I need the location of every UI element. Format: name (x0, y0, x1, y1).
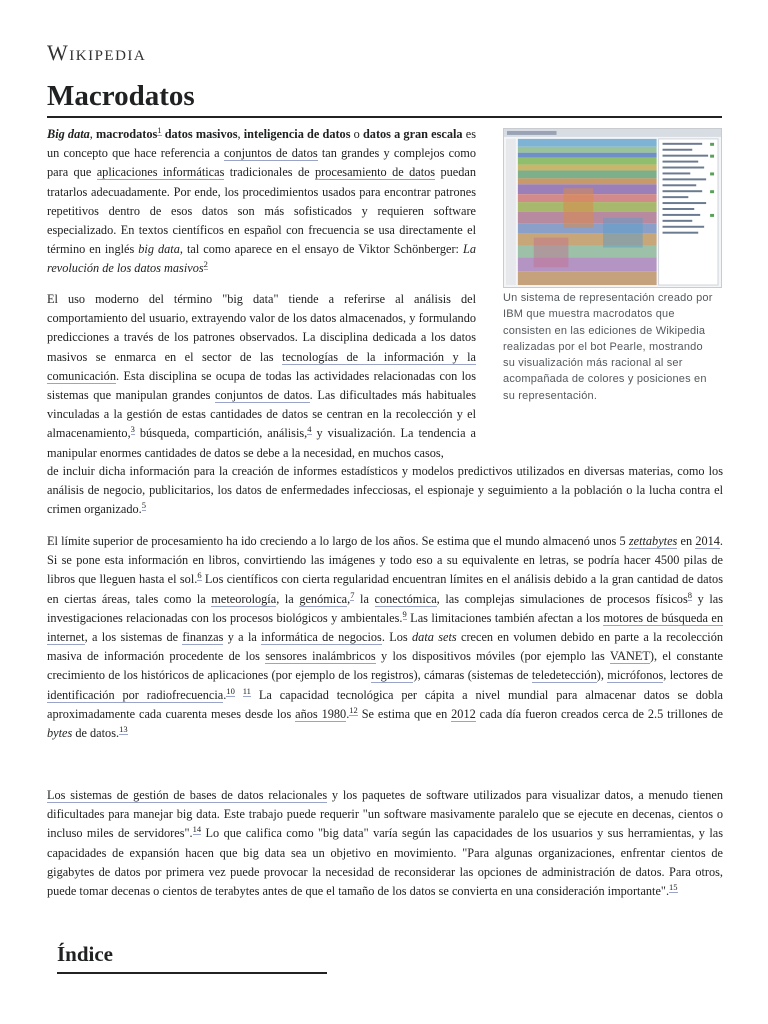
usage-paragraph: El uso moderno del término "big data" tiende a referirse al análisis del comportamiento del usuario, extrayendo valor de los datos almacenados, y formulando predicciones a través de los patrones observados. La disciplina dedicada a los datos masivos se enmarca en el sector de las tecnologías de la información y la comunicación. Esta disciplina se ocupa de todas las actividades relacionadas con los sistemas que manipulan grandes conjuntos de datos. Las dificultades más habituales vinculadas a la gestión de estas cantidades de datos se centran en la recolección y el almacenamiento,$^3$ búsqueda, compartición, análisis,$^4$ y visualización. La tendencia a manipular enormes cantidades de datos se debe a la necesidad, en muchos casos, (47, 292, 477, 460)
link-aplicaciones-informaticas[interactable]: aplicaciones informáticas (96, 165, 225, 180)
limits-paragraph: El límite superior de procesamiento ha ido creciendo a lo largo de los años. Se estima que el mundo almacenó unos 5 zettabytes en 2014. Si se pone esta información en libros, convirtiendo las imágenes y todo eso a su equivalente en letras, se podría hacer 4500 pilas de libros que lleguen hasta el sol.$^6$ Los científicos con cierta regularidad encuentran límites en el análisis debido a la gran cantidad de datos en ciertas áreas, tales como la meteorología, la genómica,$^7$ la conectómica, las complejas simulaciones de procesos físicos$^8$ y las investigaciones relacionadas con los procesos biológicos y ambientales.$^9$ Las limitaciones también afectan a los motores de búsqueda en internet, a los sistemas de finanzas y a la informática de negocios. Los data sets crecen en volumen debido en parte a la recolección masiva de información procedente de los sensores inalámbricos y los dispositivos móviles (por ejemplo las VANET), el constante crecimiento de los históricos de aplicaciones (por ejemplo de los registros), cámaras (sistemas de teledetección), micrófonos, lectores de identificación por radiofrecuencia.$^{10}$ $^{11}$ La capacidad tecnológica per cápita a nivel mundial para almacenar datos se dobla aproximadamente cada cuarenta meses desde los años 1980.12 Se estima que en 2012 cada día fueron creados cerca de 2.5 trillones de bytes de datos.$^{13}$ (47, 534, 724, 741)
reference-5: 5 (141, 500, 146, 511)
reference-14: 14 (192, 824, 202, 835)
reference-9: 9 (402, 608, 407, 619)
link-microfonos[interactable]: micrófonos (607, 668, 664, 683)
term-macrodatos: macrodatos (96, 127, 158, 141)
databases-paragraph: Los sistemas de gestión de bases de datos relacionales y los paquetes de software utilizados para visualizar datos, a menudo tienen dificultades para manejar big data. Este trabajo puede requerir "un software masivamente paralelo que se ejecute en decenas, cientos o incluso miles de servidores".$^{14}$ Lo que califica como "big data" varía según las capacidades de los usuarios y sus herramientas, y las capacidades de expansión hacen que big data sea un objetivo en movimiento. "Para algunas organizaciones, enfrentar cientos de gigabytes de datos por primera vez puede provocar la necesidad de reconsiderar las opciones de administración de datos. Para otros, puede tomar decenas o cientos de terabytes antes de que el tamaño de los datos se convierta en una consideración importante".$^{15}$ (47, 788, 724, 899)
link-identificacion-por-radiofrecuencia[interactable]: identificación por radiofrecuencia (47, 687, 224, 702)
reference-2: 2 (203, 259, 208, 270)
link-sistemas-de-gestion-de-bases-de-datos[interactable]: Los sistemas de gestión de bases de datos relacionales (47, 788, 328, 802)
link-conectomica[interactable]: conectómica (374, 591, 437, 606)
reference-1: 1 (157, 125, 162, 135)
reference-7: 7 (350, 589, 355, 600)
link-procesamiento-de-datos[interactable]: procesamiento de datos (315, 165, 436, 180)
link-2014[interactable]: 2014 (695, 534, 720, 548)
page-title: Macrodatos (47, 78, 722, 118)
reference-6: 6 (197, 570, 202, 581)
infobox-figure (503, 128, 722, 404)
reference-10: 10 (226, 685, 235, 696)
reference-11: 11 (242, 685, 251, 696)
link-anos-1980[interactable]: años 1980 (295, 706, 347, 721)
term-inteligencia-de-datos: inteligencia de datos (243, 127, 351, 141)
link-conjuntos-de-datos-2[interactable]: conjuntos de datos (215, 388, 310, 403)
link-vanet[interactable]: VANET (609, 649, 650, 664)
link-conjuntos-de-datos[interactable]: conjuntos de datos (223, 146, 318, 161)
term-datos-a-gran-escala: datos a gran escala (362, 127, 463, 141)
link-informatica-de-negocios[interactable]: informática de negocios (261, 630, 382, 645)
link-tecnologias-de-la-informacion[interactable]: tecnologías de la información y la comunicación (47, 349, 476, 383)
link-meteorologia[interactable]: meteorología (211, 591, 277, 606)
link-sensores-inalambricos[interactable]: sensores inalámbricos (265, 649, 376, 664)
intro-paragraph: Big data, macrodatos$^1$ datos masivos, inteligencia de datos o datos a gran escala es un concepto que hace referencia a conjuntos de datos tan grandes y complejos como para que aplicaciones informáticas tradicionales de procesamiento de datos puedan tratarlos adecuadamente. Por ende, los procedimientos usados para encontrar patrones repetitivos dentro de esos datos son más sofisticados y requieren software especializado. En textos científicos en español con frecuencia se usa directamente el término en inglés big data, tal como aparece en el ensayo de Viktor Schönberger: La revolución de los datos masivos$^2$ (47, 125, 476, 276)
term-datos-masivos: datos masivos (164, 127, 238, 141)
link-finanzas[interactable]: finanzas (182, 630, 224, 645)
reference-15: 15 (669, 882, 678, 893)
ibm-visualization-image[interactable] (503, 128, 722, 288)
link-zettabytes[interactable]: zettabytes (628, 534, 678, 548)
visualization-bands (518, 139, 657, 285)
reference-13: 13 (119, 724, 128, 735)
figure-caption: Un sistema de representación creado por IBM que muestra macrodatos que consisten en las ediciones de Wikipedia realizadas por el bot Pearle, mostrando su visualización más racional al ser acompañada de colores y posiciones en su representación. (503, 292, 713, 402)
link-teledeteccion[interactable]: teledetección (531, 668, 597, 683)
wikipedia-wordmark[interactable]: Wikipedia (47, 40, 147, 65)
link-genomica[interactable]: genómica (299, 591, 348, 606)
link-2012[interactable]: 2012 (451, 706, 476, 721)
section-heading-indice: Índice (57, 940, 327, 974)
reference-12: 12 (349, 704, 358, 715)
reference-8: 8 (687, 589, 692, 600)
book-title: La revolución de los datos masivos (47, 242, 476, 276)
usage-paragraph-continued: de incluir dicha información para la creación de informes estadísticos y modelos predictivos utilizados en diversas materias, como los análisis de negocio, publicitarios, los datos de enfermedades infecciosas, el espionaje y seguimiento a la población o la lucha contra el crimen organizado.$^5$ (47, 464, 723, 517)
link-registros[interactable]: registros (371, 668, 414, 683)
reference-3: 3 (130, 424, 135, 435)
term-big-data: Big data (47, 127, 90, 141)
reference-4: 4 (307, 424, 312, 435)
link-motores-de-busqueda[interactable]: motores de búsqueda en internet (47, 610, 723, 645)
